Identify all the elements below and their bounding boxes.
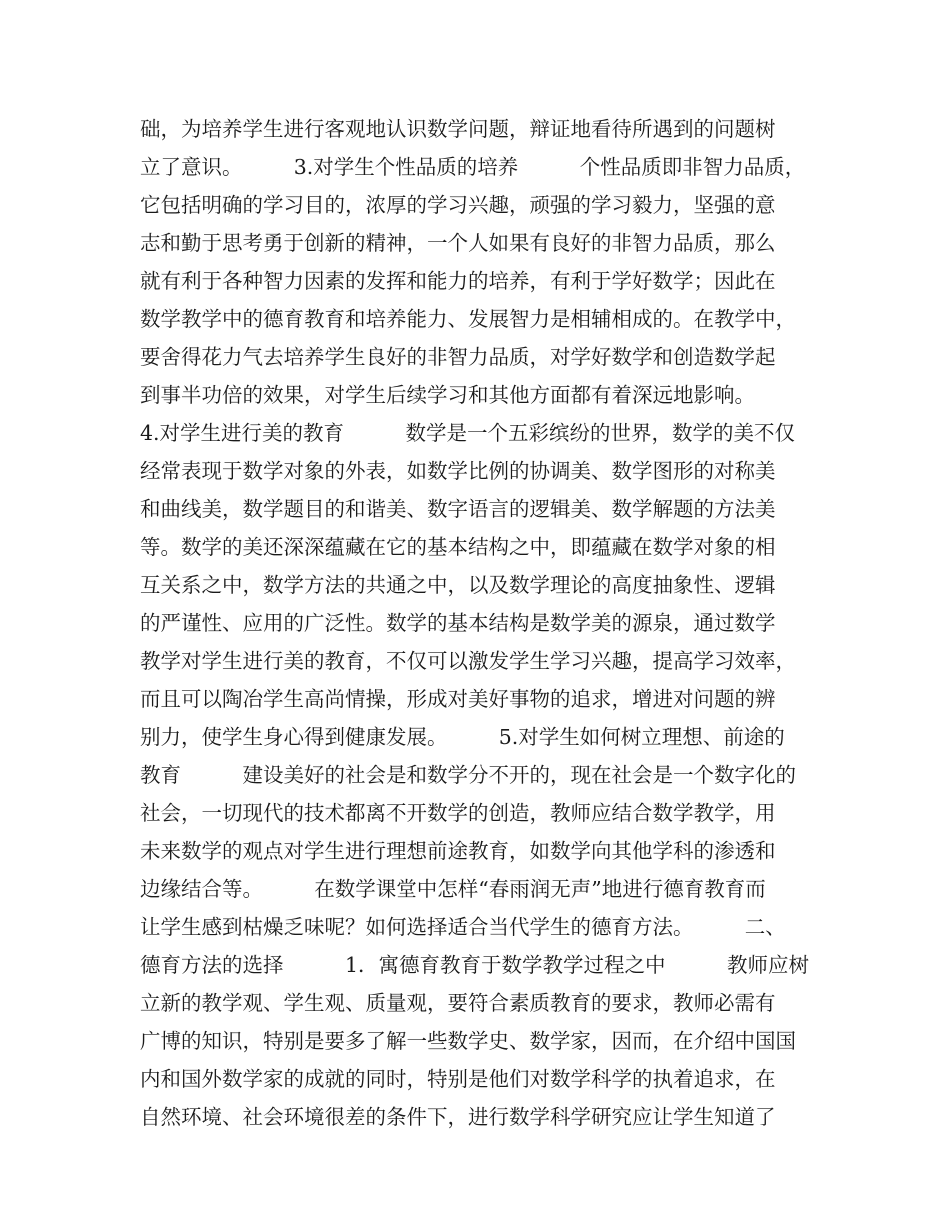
text-line-9: 4.对学生进行美的教育 数学是一个五彩缤纷的世界，数学的美不仅 — [140, 421, 796, 445]
text-line-20: 未来数学的观点对学生进行理想前途教育，如数学向其他学科的渗透和 — [140, 839, 776, 863]
text-line-12: 等。数学的美还深深蕴藏在它的基本结构之中，即蕴藏在数学对象的相 — [140, 535, 776, 559]
text-line-3: 它包括明确的学习目的，浓厚的学习兴趣，顽强的学习毅力，坚强的意 — [140, 193, 776, 217]
text-line-24: 立新的教学观、学生观、质量观，要符合素质教育的要求，教师必需有 — [140, 991, 776, 1015]
text-line-2: 立了意识。 3.对学生个性品质的培养 个性品质即非智力品质， — [140, 155, 806, 179]
text-line-7: 要舍得花力气去培养学生良好的非智力品质，对学好数学和创造数学起 — [140, 345, 776, 369]
text-line-22: 让学生感到枯燥乏味呢？如何选择适合当代学生的德育方法。 二、 — [140, 915, 786, 939]
text-line-21: 边缘结合等。 在数学课堂中怎样“春雨润无声”地进行德育教育而 — [140, 877, 766, 901]
body-text — [140, 110, 830, 1136]
text-line-4: 志和勤于思考勇于创新的精神，一个人如果有良好的非智力品质，那么 — [140, 231, 776, 255]
text-line-1: 础，为培养学生进行客观地认识数学问题，辩证地看待所遇到的问题树 — [140, 117, 776, 141]
text-line-11: 和曲线美，数学题目的和谐美、数字语言的逻辑美、数学解题的方法美 — [140, 497, 776, 521]
text-line-16: 而且可以陶冶学生高尚情操，形成对美好事物的追求，增进对问题的辨 — [140, 687, 776, 711]
text-line-10: 经常表现于数学对象的外表，如数学比例的协调美、数学图形的对称美 — [140, 459, 776, 483]
text-line-8: 到事半功倍的效果，对学生后续学习和其他方面都有着深远地影响。 — [140, 383, 755, 407]
text-line-23: 德育方法的选择 1．寓德育教育于数学教学过程之中 教师应树 — [140, 953, 810, 977]
text-line-27: 自然环境、社会环境很差的条件下，进行数学科学研究应让学生知道了 — [140, 1105, 776, 1129]
text-line-6: 数学教学中的德育教育和培养能力、发展智力是相辅相成的。在教学中， — [140, 307, 796, 331]
text-line-17: 别力，使学生身心得到健康发展。 5.对学生如何树立理想、前途的 — [140, 725, 785, 749]
text-line-13: 互关系之中，数学方法的共通之中，以及数学理论的高度抽象性、逻辑 — [140, 573, 776, 597]
text-line-25: 广博的知识，特别是要多了解一些数学史、数学家，因而，在介绍中国国 — [140, 1029, 796, 1053]
text-line-5: 就有利于各种智力因素的发挥和能力的培养，有利于学好数学；因此在 — [140, 269, 776, 293]
text-line-14: 的严谨性、应用的广泛性。数学的基本结构是数学美的源泉，通过数学 — [140, 611, 776, 635]
text-line-19: 社会，一切现代的技术都离不开数学的创造，教师应结合数学教学，用 — [140, 801, 776, 825]
text-line-15: 教学对学生进行美的教育，不仅可以激发学生学习兴趣，提高学习效率， — [140, 649, 796, 673]
text-line-26: 内和国外数学家的成就的同时，特别是他们对数学科学的执着追求，在 — [140, 1067, 776, 1091]
text-line-18: 教育 建设美好的社会是和数学分不开的，现在社会是一个数字化的 — [140, 763, 796, 787]
